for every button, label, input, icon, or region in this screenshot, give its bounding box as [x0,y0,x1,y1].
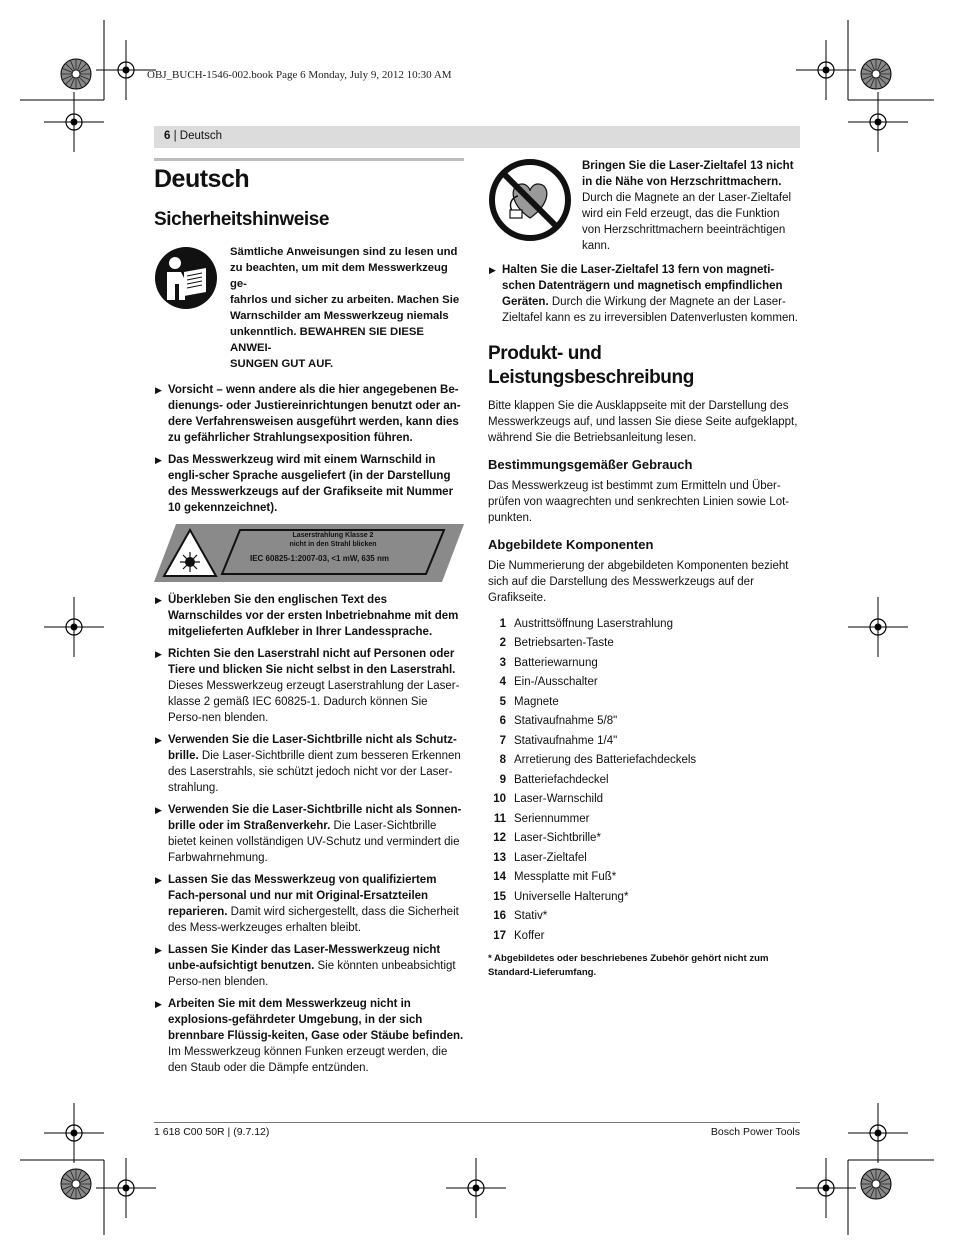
component-number: 6 [499,715,506,728]
list-item [488,653,800,673]
bullet-bold: Richten Sie den Laserstrahl nicht auf Personen oder Tiere und blicken Sie nicht selbst in den Laserstrahl. [168,648,456,676]
safety-heading: Sicherheitshinweise [154,209,330,230]
bullet-bold: Überkleben Sie den englischen Text des Warnschildes vor der ersten Inbetriebnahme mit dem mitgelieferten Aufkleber in Ihrer Landessprache. [168,594,459,638]
list-item: ▶ Lassen Sie Kinder das Laser-Messwerkzeug nicht unbe-aufsichtigt benutzen. Sie könnten unbeabsichtigt Perso-nen blenden. [155,944,456,988]
list-item [488,751,800,771]
list-item [488,829,800,849]
components-heading: Abgebildete Komponenten [488,537,654,552]
bullet-text: Die Laser-Sichtbrille bietet keinen vollständigen UV-Schutz und vermindert die Farbwahrnehmung. [168,820,460,864]
list-item [488,907,800,927]
label-line-1: Laserstrahlung Klasse 2 [292,532,374,539]
bullet-bold: Das Messwerkzeug wird mit einem Warnschild in engli-scher Sprache ausgeliefert (in der Darstellung des Messwerkzeugs auf der Grafikseite mit Nummer 10 gekennzeichnet). [168,454,454,514]
intro-line: SUNGEN GUT AUF. [230,358,334,370]
component-number: 9 [499,773,506,786]
safety-intro [154,244,464,372]
title-rule [154,158,464,161]
printer-slug: OBJ_BUCH-1546-002.book Page 6 Monday, July 9, 2012 10:30 AM [147,69,452,81]
list-item [488,634,800,654]
list-item [488,692,800,712]
component-name: Stativaufnahme 5/8" [514,715,618,728]
bullet-text: Dieses Messwerkzeug erzeugt Laserstrahlung der Laser-klasse 2 gemäß IEC 60825-1. Dadurch können Sie Perso-nen blenden. [168,680,460,724]
component-number: 11 [493,812,506,825]
list-item: ▶ Verwenden Sie die Laser-Sichtbrille nicht als Schutz-brille. Die Laser-Sichtbrille dient zum besseren Erkennen des Laserstrahls, sie schützt jedoch nicht vor der Laser-strahlung. [155,734,461,794]
component-name: Batteriewarnung [514,656,598,669]
component-number: 17 [493,929,506,942]
component-name: Universelle Halterung* [514,890,629,903]
laser-warning-label [154,524,464,582]
product-heading: Produkt- und Leistungsbeschreibung [488,343,694,388]
list-item [488,926,800,946]
footer-doc-number: 1 618 C00 50R | (9.7.12) [154,1126,270,1138]
component-number: 14 [493,871,506,884]
component-number: 4 [499,676,506,689]
pacemaker-bold: Bringen Sie die Laser-Zieltafel 13 nicht in die Nähe von Herzschrittmachern. [582,160,794,188]
page-title: Deutsch [154,165,250,193]
component-name: Stativaufnahme 1/4" [514,734,618,747]
bullet-bold: Lassen Sie das Messwerkzeug von qualifiziertem Fach-personal und nur mit Original-Ersatzteilen reparieren. [168,874,437,918]
component-number: 10 [493,793,506,806]
left-column [154,158,464,1082]
bullet-text: Durch die Wirkung der Magnete an der Laser-Zieltafel kann es zu irreversiblen Datenverlusten kommen. [502,296,798,324]
list-item: ▶ Lassen Sie das Messwerkzeug von qualifiziertem Fach-personal und nur mit Original-Ersatzteilen reparieren. Damit wird sichergestellt, dass die Sicherheit des Mess-werkzeuges erhalten bleibt. [155,874,459,934]
footer-brand: Bosch Power Tools [710,1126,800,1138]
component-name: Stativ* [514,910,548,923]
list-item: ▶ Richten Sie den Laserstrahl nicht auf Personen oder Tiere und blicken Sie nicht selbst in den Laserstrahl. Dieses Messwerkzeug erzeugt Laserstrahlung der Laser-klasse 2 gemäß IEC 60825-1. Dadurch können Sie Perso-nen blenden. [155,648,460,724]
safety-list-a [154,382,464,516]
list-item [488,790,800,810]
list-item [488,848,800,868]
accessory-footnote: * Abgebildetes oder beschriebenes Zubehör gehört nicht zum Standard-Lieferumfang. [488,952,769,978]
list-item: ▶ Überkleben Sie den englischen Text des Warnschildes vor der ersten Inbetriebnahme mit dem mitgelieferten Aufkleber in Ihrer Landessprache. [155,594,459,638]
intro-line: zu beachten, um mit dem Messwerkzeug ge- [230,262,448,290]
bullet-text: Im Messwerkzeug können Funken erzeugt werden, die den Staub oder die Dämpfe entzünden. [168,1046,448,1074]
list-item [488,887,800,907]
component-number: 16 [493,910,506,923]
component-name: Laser-Sichtbrille* [514,832,601,845]
product-intro: Bitte klappen Sie die Ausklappseite mit der Darstellung des Messwerkzeugs auf, und lassen Sie diese Seite aufgeklappt, während Sie die Betriebsanleitung lesen. [488,400,798,444]
intro-line: fahrlos und sicher zu arbeiten. Machen Sie [230,294,460,306]
component-name: Betriebsarten-Taste [514,637,614,650]
list-item: ▶ Verwenden Sie die Laser-Sichtbrille nicht als Sonnen-brille oder im Straßenverkehr. Die Laser-Sichtbrille bietet keinen vollständigen UV-Schutz und vermindert die Farbwahrnehmung. [155,804,462,864]
bullet-text: Damit wird sichergestellt, dass die Sicherheit des Mess-werkzeuges erhalten bleibt. [168,906,459,934]
component-number: 12 [493,832,506,845]
component-name: Arretierung des Batteriefachdeckels [514,754,697,767]
intro-line: Sämtliche Anweisungen sind zu lesen und [230,246,458,258]
component-name: Laser-Warnschild [514,793,604,806]
pacemaker-text: Durch die Magnete an der Laser-Zieltafel wird ein Feld erzeugt, das die Funktion von Herzschrittmachern beeinträchtigen kann. [582,192,792,252]
header-section: Deutsch [179,130,222,142]
component-name: Austrittsöffnung Laserstrahlung [514,617,673,630]
list-item [488,673,800,693]
intro-line: unkenntlich. BEWAHREN SIE DIESE ANWEI- [230,326,424,354]
bullet-bold: Arbeiten Sie mit dem Messwerkzeug nicht in explosions-gefährdeter Umgebung, in der sich brennbare Flüssig-keiten, Gase oder Stäube befinden. [168,998,464,1042]
component-name: Koffer [514,929,545,942]
list-item [488,770,800,790]
bullet-text: Die Laser-Sichtbrille dient zum besseren Erkennen des Laserstrahls, sie schützt jedoch nicht vor der Laser-strahlung. [168,750,461,794]
component-name: Laser-Zieltafel [514,851,587,864]
magnet-list [488,262,800,326]
component-name: Seriennummer [514,812,590,825]
component-number: 2 [499,637,506,650]
component-number: 3 [499,656,506,669]
bullet-bold: Halten Sie die Laser-Zieltafel 13 fern von magneti-schen Datenträgern und magnetisch empfindlichen Geräten. [502,264,783,308]
read-manual-icon [154,246,218,310]
component-name: Magnete [514,695,559,708]
components-list [488,614,800,946]
bullet-bold: Verwenden Sie die Laser-Sichtbrille nicht als Schutz-brille. [168,734,457,762]
list-item: ▶ Das Messwerkzeug wird mit einem Warnschild in engli-scher Sprache ausgeliefert (in der Darstellung des Messwerkzeugs auf der Grafikseite mit Nummer 10 gekennzeichnet). [155,454,454,514]
label-line-3: IEC 60825-1:2007-03, <1 mW, 635 nm [250,554,389,563]
bullet-text: Sie könnten unbeabsichtigt Perso-nen blenden. [168,960,456,988]
intro-line: Warnschilder am Messwerkzeug niemals [230,310,449,322]
component-number: 15 [493,890,506,903]
bullet-bold: Lassen Sie Kinder das Laser-Messwerkzeug nicht unbe-aufsichtigt benutzen. [168,944,441,972]
label-line-2: nicht in den Strahl blicken [289,541,377,548]
component-name: Batteriefachdeckel [514,773,609,786]
component-number: 8 [499,754,506,767]
list-item [488,731,800,751]
component-number: 13 [493,851,506,864]
page-number: 6 [164,130,171,142]
use-heading: Bestimmungsgemäßer Gebrauch [488,457,693,472]
list-item: ▶ Halten Sie die Laser-Zieltafel 13 fern von magneti-schen Datenträgern und magnetisch empfindlichen Geräten. Durch die Wirkung der Magnete an der Laser-Zieltafel kann es zu irreversiblen Datenverlusten kommen. [489,264,798,324]
component-number: 5 [499,695,506,708]
list-item: ▶ Vorsicht – wenn andere als die hier angegebenen Be-dienungs- oder Justiereinrichtungen benutzt oder an-dere Verfahrensweisen ausgeführt werden, kann dies zu gefährlicher Strahlungsexposition führen. [155,384,461,444]
safety-list-b [154,592,464,1076]
components-intro: Die Nummerierung der abgebildeten Komponenten bezieht sich auf die Darstellung des Messwerkzeugs auf der Grafikseite. [488,560,789,604]
pacemaker-warning [488,158,800,254]
component-name: Ein-/Ausschalter [514,676,598,689]
component-name: Messplatte mit Fuß* [514,871,617,884]
component-number: 7 [499,734,506,747]
list-item: ▶ Arbeiten Sie mit dem Messwerkzeug nicht in explosions-gefährdeter Umgebung, in der sich brennbare Flüssig-keiten, Gase oder Stäube befinden. Im Messwerkzeug können Funken erzeugt werden, die den Staub oder die Dämpfe entzünden. [155,998,464,1074]
component-number: 1 [499,617,506,630]
footer-rule [154,1122,800,1123]
list-item [488,614,800,634]
no-pacemaker-icon [488,158,572,242]
right-column [488,158,800,980]
use-text: Das Messwerkzeug ist bestimmt zum Ermitteln und Über-prüfen von waagrechten und senkrechten Linien sowie Lot-punkten. [488,480,790,524]
list-item [488,712,800,732]
list-item [488,868,800,888]
bullet-bold: Verwenden Sie die Laser-Sichtbrille nicht als Sonnen-brille oder im Straßenverkehr. [168,804,462,832]
list-item [488,809,800,829]
page-header: 6 | Deutsch [154,126,800,148]
bullet-bold: Vorsicht – wenn andere als die hier angegebenen Be-dienungs- oder Justiereinrichtungen benutzt oder an-dere Verfahrensweisen ausgeführt werden, kann dies zu gefährlicher Strahlungsexposition führen. [168,384,461,444]
